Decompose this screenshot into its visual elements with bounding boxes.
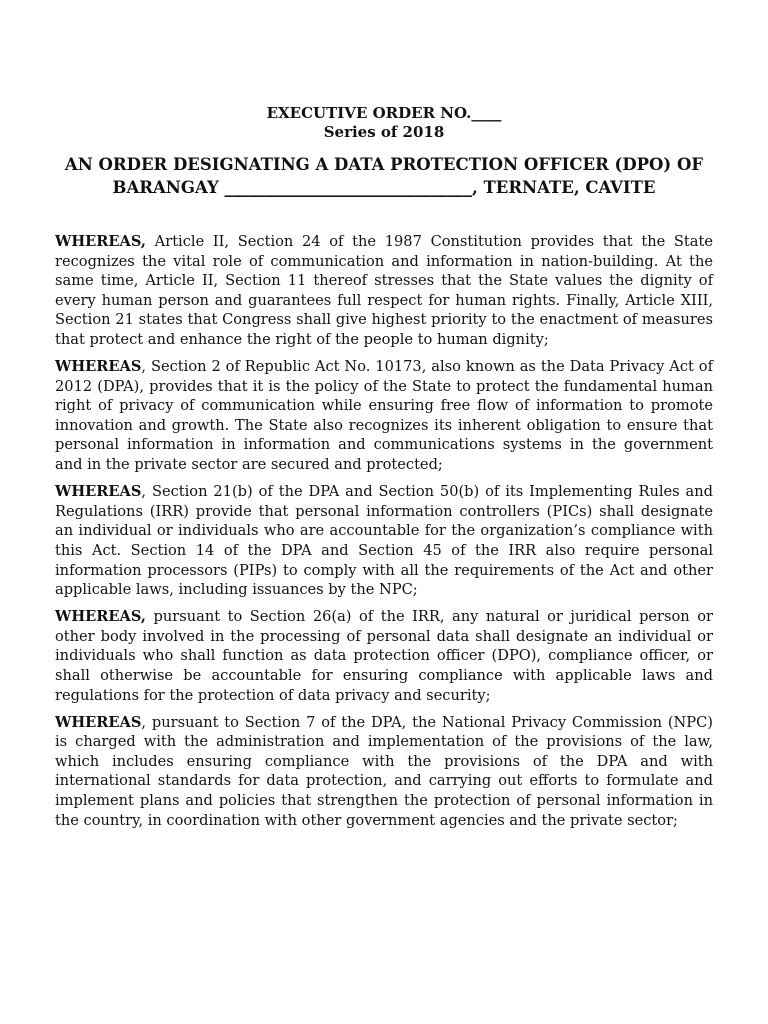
clause-text: Article II, Section 24 of the 1987 Constitution provides that the State recognizes the vital role of communication and information in nation-building. At the same time, Article II, Section 11 thereof stresses that the State values the dignity of every human person and guarantees full respect for human rights. Finally, Article XIII, Section 21 states that Congress shall give highest priority to the enactment of measures that protect and enhance the right of the people to human dignity; xyxy=(55,233,713,348)
order-body xyxy=(55,232,713,838)
clause-text: , pursuant to Section 7 of the DPA, the National Privacy Commission (NPC) is charged with the administration and implementation of the provisions of the law, which includes ensuring compliance with the provisions of the DPA and with international standards for data protection, and carrying out efforts to formulate and implement plans and policies that strengthen the protection of personal information in the country, in coordination with other government agencies and the private sector; xyxy=(55,713,713,829)
whereas-clause xyxy=(55,482,713,600)
clause-text: pursuant to Section 26(a) of the IRR, any natural or juridical person or other body involved in the processing of personal data shall designate an individual or individuals who shall function as data protection officer (DPO), compliance officer, or shall otherwise be accountable for ensuring compliance with applicable laws and regulations for the protection of data privacy and security; xyxy=(55,608,713,704)
clause-text: , Section 21(b) of the DPA and Section 50(b) of its Implementing Rules and Regulations (IRR) provide that personal information controllers (PICs) shall designate an individual or individuals who are accountable for the organization’s compliance with this Act. Section 14 of the DPA and Section 45 of the IRR also require personal information processors (PIPs) to comply with all the requirements of the Act and other applicable laws, including issuances by the NPC; xyxy=(55,483,713,599)
clause-text: , Section 2 of Republic Act No. 10173, also known as the Data Privacy Act of 2012 (DPA), provides that it is the policy of the State to protect the fundamental human right of privacy of communication while ensuring free flow of information to promote innovation and growth. The State also recognizes its inherent obligation to ensure that personal information in information and communications systems in the government and in the private sector are secured and protected; xyxy=(55,358,713,474)
order-header xyxy=(0,104,768,142)
title-line-2: BARANGAY ______________________________, TERNATE, CAVITE xyxy=(112,178,656,197)
clause-lead: WHEREAS, xyxy=(55,233,146,250)
whereas-clause xyxy=(55,232,713,350)
clause-lead: WHEREAS xyxy=(55,713,142,731)
whereas-clause xyxy=(55,357,713,475)
title-line-1: AN ORDER DESIGNATING A DATA PROTECTION OFFICER (DPO) OF xyxy=(64,155,704,174)
order-series: Series of 2018 xyxy=(323,123,445,141)
whereas-clause xyxy=(55,607,713,705)
clause-lead: WHEREAS, xyxy=(55,608,146,626)
order-number: EXECUTIVE ORDER NO.____ xyxy=(266,104,502,122)
order-title xyxy=(40,153,728,199)
whereas-clause xyxy=(55,713,713,831)
clause-lead: WHEREAS xyxy=(55,358,142,376)
clause-lead: WHEREAS xyxy=(55,483,142,501)
